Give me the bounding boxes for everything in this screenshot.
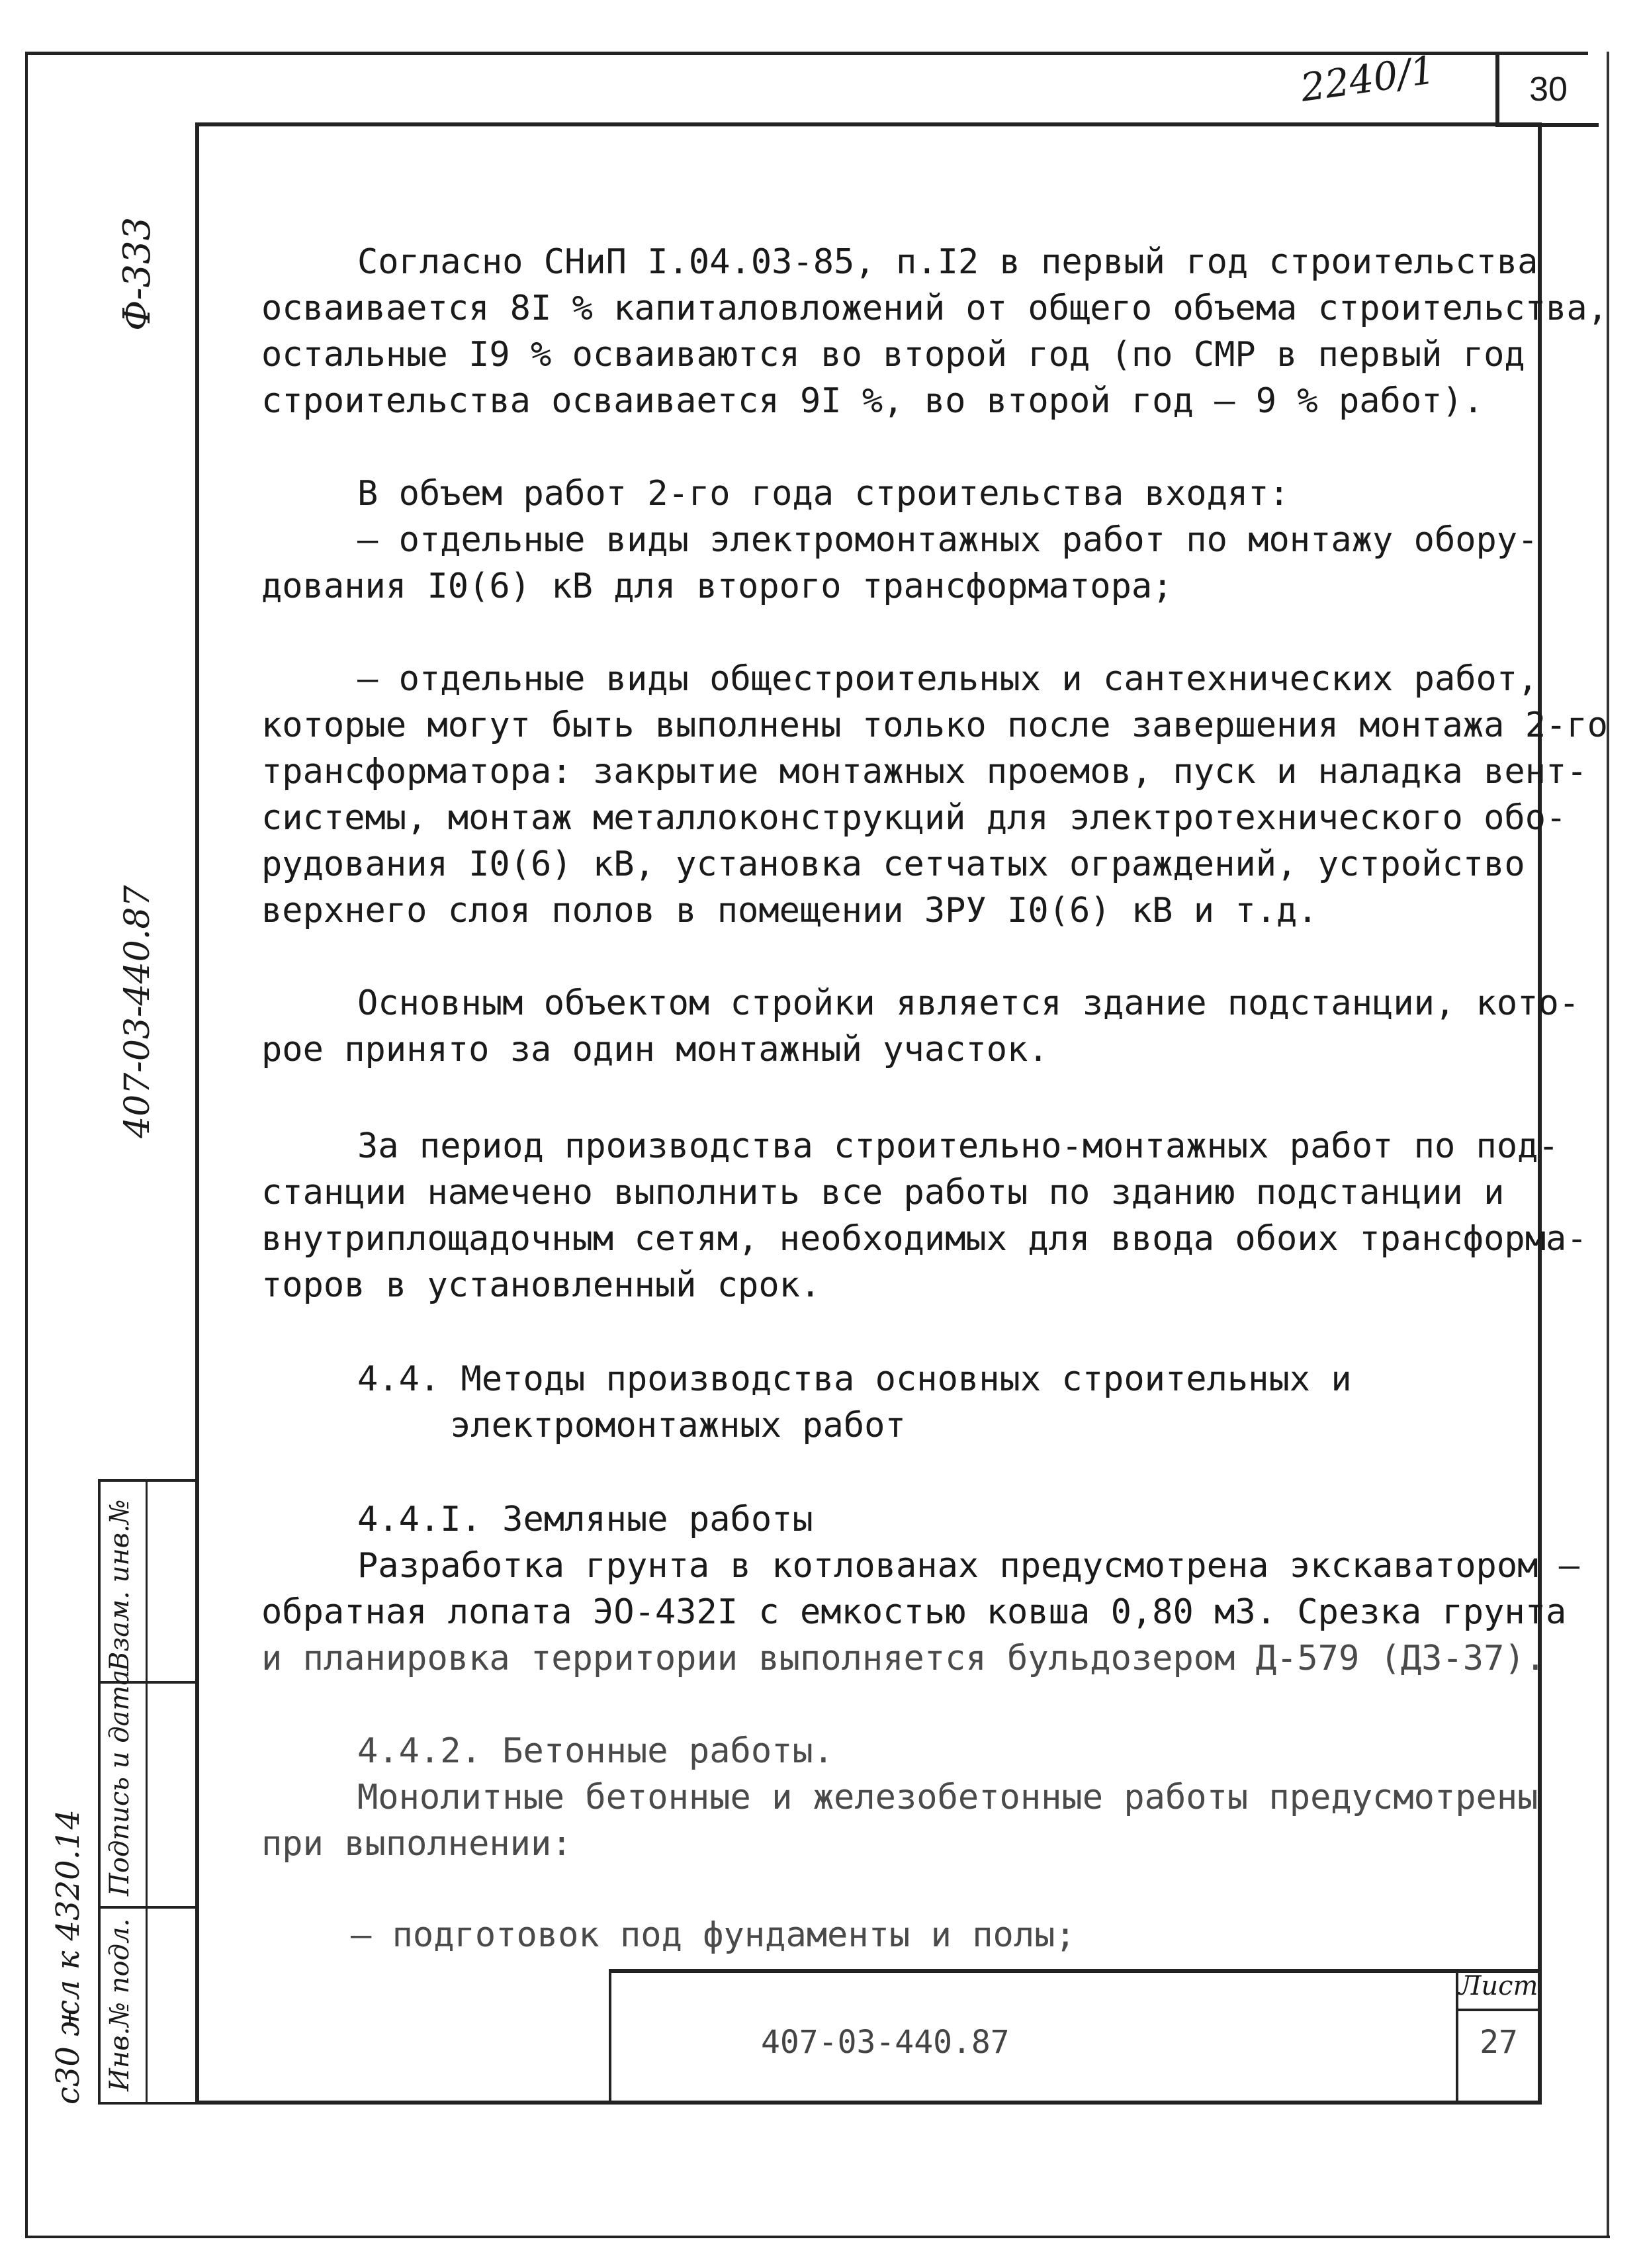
stamp-label-signature: Подпись и дата bbox=[105, 1669, 135, 1896]
outer-border-bottom bbox=[25, 2236, 1610, 2238]
text-line: остальные I9 % осваиваются во второй год (по СМР в первый год bbox=[261, 335, 1525, 375]
title-block bbox=[609, 1969, 1542, 2105]
section-heading: 4.4. Методы производства основных строительных и bbox=[357, 1359, 1352, 1399]
form-code: Ф-333 bbox=[116, 216, 159, 331]
stamp-row-line bbox=[98, 1906, 199, 1909]
text-line: при выполнении: bbox=[261, 1824, 572, 1864]
handwritten-reference: 2240/1 bbox=[1298, 47, 1438, 111]
text-line: трансформатора: закрытие монтажных проемов, пуск и наладка вент- bbox=[261, 752, 1587, 792]
stamp-divider bbox=[146, 1479, 148, 2105]
document-number: 407-03-440.87 bbox=[761, 2024, 1010, 2061]
text-line: станции намечено выполнить все работы по зданию подстанции и bbox=[261, 1173, 1505, 1212]
bottom-left-note: с30 жл к 4320.14 bbox=[50, 1809, 87, 2105]
text-line: Разработка грунта в котлованах предусмотрена экскаватором – bbox=[357, 1546, 1580, 1586]
stamp-label-inv: Инв.№ подл. bbox=[105, 1918, 135, 2091]
subsection-heading: 4.4.I. Земляные работы bbox=[357, 1500, 813, 1539]
text-line: дования I0(6) кВ для второго трансформатора; bbox=[261, 567, 1173, 606]
text-line: верхнего слоя полов в помещении ЗРУ I0(6) кВ и т.д. bbox=[261, 891, 1318, 930]
section-heading: электромонтажных работ bbox=[450, 1406, 906, 1445]
sheet-label: Лист bbox=[1459, 1971, 1538, 2001]
text-line: рое принято за один монтажный участок. bbox=[261, 1030, 1049, 1069]
text-line: Основным объектом стройки является здание подстанции, кото- bbox=[357, 983, 1580, 1023]
outer-border-right bbox=[1607, 52, 1609, 2236]
text-line: и планировка территории выполняется бульдозером Д-579 (ДЗ-37). bbox=[261, 1639, 1546, 1678]
text-line: В объем работ 2-го года строительства входят: bbox=[357, 474, 1290, 514]
text-line: которые могут быть выполнены только после завершения монтажа 2-го bbox=[261, 705, 1608, 745]
text-line: – отдельные виды общестроительных и сантехнических работ, bbox=[357, 659, 1538, 699]
subsection-heading: 4.4.2. Бетонные работы. bbox=[357, 1731, 834, 1771]
stamp-label-replace: Взам. инв.№ bbox=[105, 1499, 135, 1671]
text-line: строительства осваивается 9I %, во второй год – 9 % работ). bbox=[261, 381, 1484, 421]
text-line: осваивается 8I % капиталовложений от общего объема строительства, bbox=[261, 289, 1608, 328]
title-block-line bbox=[1456, 2009, 1542, 2011]
handwritten-doc-number: 407-03-440.87 bbox=[118, 885, 157, 1138]
text-line: торов в установленный срок. bbox=[261, 1265, 821, 1305]
text-line: – подготовок под фундаменты и полы; bbox=[351, 1915, 1076, 1955]
text-line: системы, монтаж металлоконструкций для электротехнического обо- bbox=[261, 798, 1567, 838]
text-line: внутриплощадочным сетям, необходимых для ввода обоих трансформа- bbox=[261, 1219, 1587, 1259]
text-line: – отдельные виды электромонтажных работ по монтажу обору- bbox=[357, 520, 1538, 560]
text-line: Монолитные бетонные и железобетонные работы предусмотрены bbox=[357, 1778, 1538, 1817]
page-number: 30 bbox=[1529, 70, 1568, 109]
outer-border-left bbox=[25, 52, 28, 2236]
text-line: Согласно СНиП I.04.03-85, п.I2 в первый год строительства bbox=[357, 242, 1538, 282]
sheet-number: 27 bbox=[1480, 2024, 1518, 2061]
text-line: обратная лопата ЭО-432I с емкостью ковша 0,80 м3. Срезка грунта bbox=[261, 1592, 1567, 1632]
outer-border-top bbox=[26, 52, 1588, 55]
text-line: За период производства строительно-монтажных работ по под- bbox=[357, 1126, 1559, 1166]
text-line: рудования I0(6) кВ, установка сетчатых ограждений, устройство bbox=[261, 844, 1525, 884]
